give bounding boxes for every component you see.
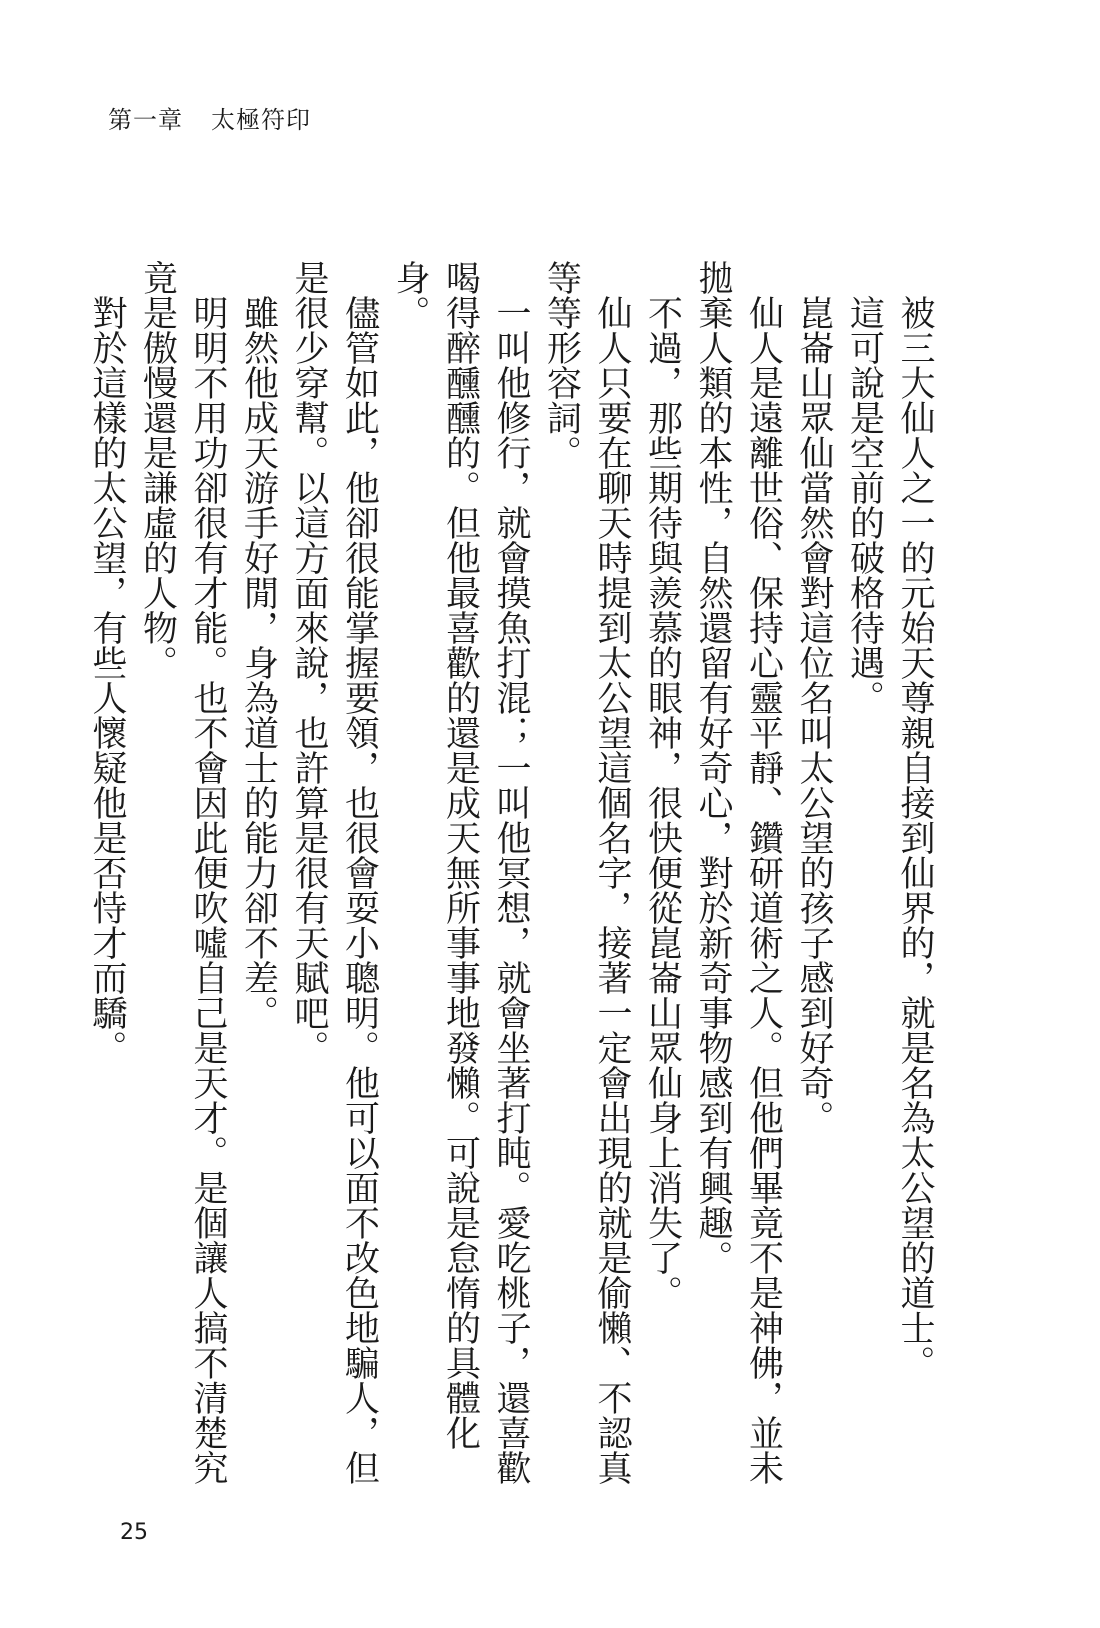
paragraph: 這可說是空前的破格待遇。 — [844, 295, 885, 715]
paragraph: 仙人只要在聊天時提到太公望這個名字，接著一定會出現的就是偷懶、不認真等等形容詞。 — [541, 260, 632, 1485]
paragraph: 不過，那些期待與羨慕的眼神，很快便從崑崙山眾仙身上消失了。 — [642, 295, 683, 1310]
paragraph: 仙人是遠離世俗、保持心靈平靜、鑽研道術之人。但他們畢竟不是神佛，並未拋棄人類的本性，自然還留有好奇心，對於新奇事物感到有興趣。 — [693, 260, 784, 1485]
paragraph: 雖然他成天游手好閒，身為道士的能力卻不差。 — [238, 295, 279, 1030]
paragraph: 儘管如此，他卻很能掌握要領，也很會耍小聰明。他可以面不改色地騙人，但是很少穿幫。以這方面來說，也許算是很有天賦吧。 — [289, 260, 380, 1485]
chapter-title: 太極符印 — [211, 106, 311, 134]
paragraph: 崑崙山眾仙當然會對這位名叫太公望的孩子感到好奇。 — [794, 295, 834, 1135]
paragraph: 對於這樣的太公望，有些人懷疑他是否恃才而驕。 — [87, 295, 127, 1065]
chapter-number: 第一章 — [108, 106, 183, 134]
paragraph: 一叫他修行，就會摸魚打混；一叫他冥想，就會坐著打盹。愛吃桃子，還喜歡喝得醉醺醺的。但他最喜歡的還是成天無所事事地發懶。可說是怠惰的具體化身。 — [390, 260, 531, 1485]
paragraph: 明明不用功卻很有才能。也不會因此便吹噓自己是天才。是個讓人搞不清楚究竟是傲慢還是謙虛的人物。 — [137, 260, 228, 1485]
chapter-header — [108, 100, 311, 135]
body-text — [87, 260, 940, 1500]
paragraph: 被三大仙人之一的元始天尊親自接到仙界的，就是名為太公望的道士。 — [895, 295, 935, 1380]
page-number: 25 — [120, 1520, 148, 1545]
